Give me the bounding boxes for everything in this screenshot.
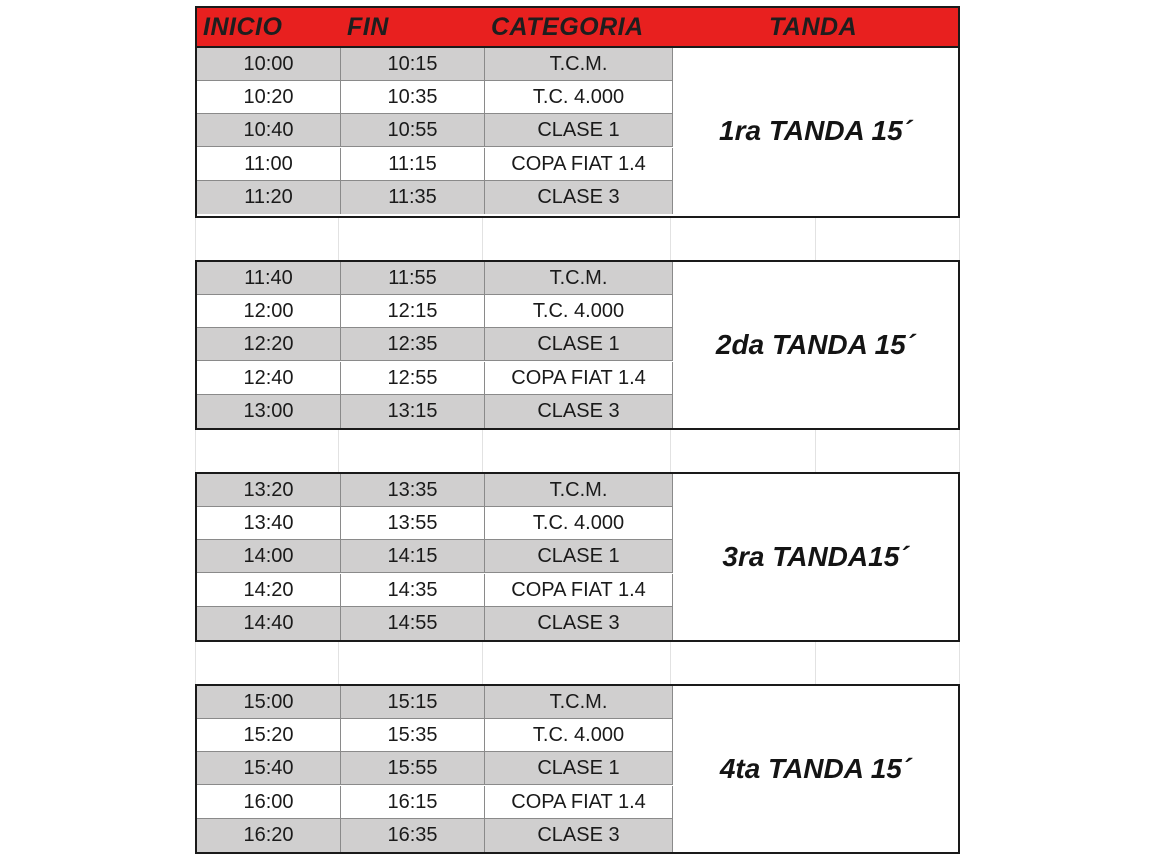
- categoria-cell: CLASE 3: [485, 395, 673, 428]
- empty-cell: [816, 218, 960, 260]
- categoria-cell: CLASE 1: [485, 752, 673, 785]
- fin-cell: 11:15: [341, 148, 485, 181]
- empty-cell: [195, 218, 339, 260]
- inicio-cell: 12:20: [197, 328, 341, 361]
- inicio-cell: 11:00: [197, 148, 341, 181]
- table-row: [197, 752, 673, 785]
- categoria-cell: CLASE 1: [485, 328, 673, 361]
- table-row: [197, 474, 673, 507]
- table-row: [197, 719, 673, 752]
- fin-cell: 12:55: [341, 362, 485, 395]
- spacer-row: [195, 430, 960, 472]
- categoria-cell: COPA FIAT 1.4: [485, 362, 673, 395]
- table-row: [197, 148, 673, 181]
- empty-cell: [671, 430, 816, 472]
- fin-cell: 13:35: [341, 474, 485, 507]
- table-row: [197, 295, 673, 328]
- header-inicio: INICIO: [203, 13, 283, 41]
- fin-cell: 10:15: [341, 48, 485, 81]
- fin-cell: 10:55: [341, 114, 485, 147]
- fin-cell: 13:15: [341, 395, 485, 428]
- inicio-cell: 13:40: [197, 507, 341, 540]
- table-row: [197, 48, 673, 81]
- categoria-cell: T.C. 4.000: [485, 507, 673, 540]
- table-row: [197, 328, 673, 361]
- table-row: [197, 819, 673, 852]
- fin-cell: 14:55: [341, 607, 485, 640]
- fin-cell: 16:15: [341, 786, 485, 819]
- table-row: [197, 507, 673, 540]
- empty-cell: [671, 218, 816, 260]
- fin-cell: 11:35: [341, 181, 485, 214]
- inicio-cell: 12:40: [197, 362, 341, 395]
- fin-cell: 14:35: [341, 574, 485, 607]
- empty-cell: [483, 218, 671, 260]
- inicio-cell: 15:00: [197, 686, 341, 719]
- header-fin: FIN: [347, 13, 389, 41]
- categoria-cell: CLASE 1: [485, 540, 673, 573]
- fin-cell: 13:55: [341, 507, 485, 540]
- empty-cell: [671, 642, 816, 684]
- inicio-cell: 10:20: [197, 81, 341, 114]
- fin-cell: 15:55: [341, 752, 485, 785]
- tanda-blocks: [195, 48, 960, 854]
- tanda-block: [195, 472, 960, 642]
- spacer-row: [195, 218, 960, 260]
- table-row: [197, 181, 673, 214]
- inicio-cell: 13:20: [197, 474, 341, 507]
- header-tanda: TANDA: [769, 13, 858, 41]
- categoria-cell: T.C.M.: [485, 48, 673, 81]
- tanda-label: 4ta TANDA 15´: [719, 753, 912, 784]
- table-row: [197, 786, 673, 819]
- fin-cell: 16:35: [341, 819, 485, 852]
- inicio-cell: 14:00: [197, 540, 341, 573]
- categoria-cell: T.C. 4.000: [485, 295, 673, 328]
- empty-cell: [483, 430, 671, 472]
- inicio-cell: 15:20: [197, 719, 341, 752]
- fin-cell: 11:55: [341, 262, 485, 295]
- empty-cell: [339, 218, 483, 260]
- empty-cell: [339, 430, 483, 472]
- categoria-cell: CLASE 3: [485, 819, 673, 852]
- fin-cell: 14:15: [341, 540, 485, 573]
- inicio-cell: 10:40: [197, 114, 341, 147]
- tanda-label: 2da TANDA 15´: [715, 329, 916, 360]
- categoria-cell: T.C.M.: [485, 474, 673, 507]
- categoria-cell: CLASE 3: [485, 181, 673, 214]
- table-row: [197, 81, 673, 114]
- inicio-cell: 12:00: [197, 295, 341, 328]
- inicio-cell: 15:40: [197, 752, 341, 785]
- empty-cell: [195, 642, 339, 684]
- tanda-block: [195, 48, 960, 218]
- categoria-cell: T.C.M.: [485, 262, 673, 295]
- inicio-cell: 14:40: [197, 607, 341, 640]
- categoria-cell: T.C. 4.000: [485, 719, 673, 752]
- table-row: [197, 607, 673, 640]
- inicio-cell: 14:20: [197, 574, 341, 607]
- inicio-cell: 16:20: [197, 819, 341, 852]
- empty-cell: [816, 430, 960, 472]
- categoria-cell: CLASE 3: [485, 607, 673, 640]
- empty-cell: [483, 642, 671, 684]
- inicio-cell: 11:40: [197, 262, 341, 295]
- categoria-cell: T.C. 4.000: [485, 81, 673, 114]
- fin-cell: 10:35: [341, 81, 485, 114]
- fin-cell: 15:35: [341, 719, 485, 752]
- tanda-label: 1ra TANDA 15´: [719, 115, 912, 146]
- categoria-cell: COPA FIAT 1.4: [485, 574, 673, 607]
- tanda-block: [195, 260, 960, 430]
- table-row: [197, 540, 673, 573]
- inicio-cell: 13:00: [197, 395, 341, 428]
- tanda-label: 3ra TANDA15´: [722, 541, 909, 572]
- inicio-cell: 10:00: [197, 48, 341, 81]
- table-header: [195, 6, 960, 48]
- table-row: [197, 262, 673, 295]
- categoria-cell: COPA FIAT 1.4: [485, 786, 673, 819]
- table-row: [197, 686, 673, 719]
- fin-cell: 15:15: [341, 686, 485, 719]
- table-row: [197, 574, 673, 607]
- schedule-table: [195, 6, 960, 854]
- inicio-cell: 16:00: [197, 786, 341, 819]
- categoria-cell: COPA FIAT 1.4: [485, 148, 673, 181]
- spacer-row: [195, 642, 960, 684]
- tanda-block: [195, 684, 960, 854]
- empty-cell: [339, 642, 483, 684]
- inicio-cell: 11:20: [197, 181, 341, 214]
- table-row: [197, 395, 673, 428]
- empty-cell: [195, 430, 339, 472]
- header-categoria: CATEGORIA: [491, 13, 644, 41]
- table-row: [197, 114, 673, 147]
- empty-cell: [816, 642, 960, 684]
- categoria-cell: T.C.M.: [485, 686, 673, 719]
- fin-cell: 12:15: [341, 295, 485, 328]
- table-row: [197, 362, 673, 395]
- fin-cell: 12:35: [341, 328, 485, 361]
- categoria-cell: CLASE 1: [485, 114, 673, 147]
